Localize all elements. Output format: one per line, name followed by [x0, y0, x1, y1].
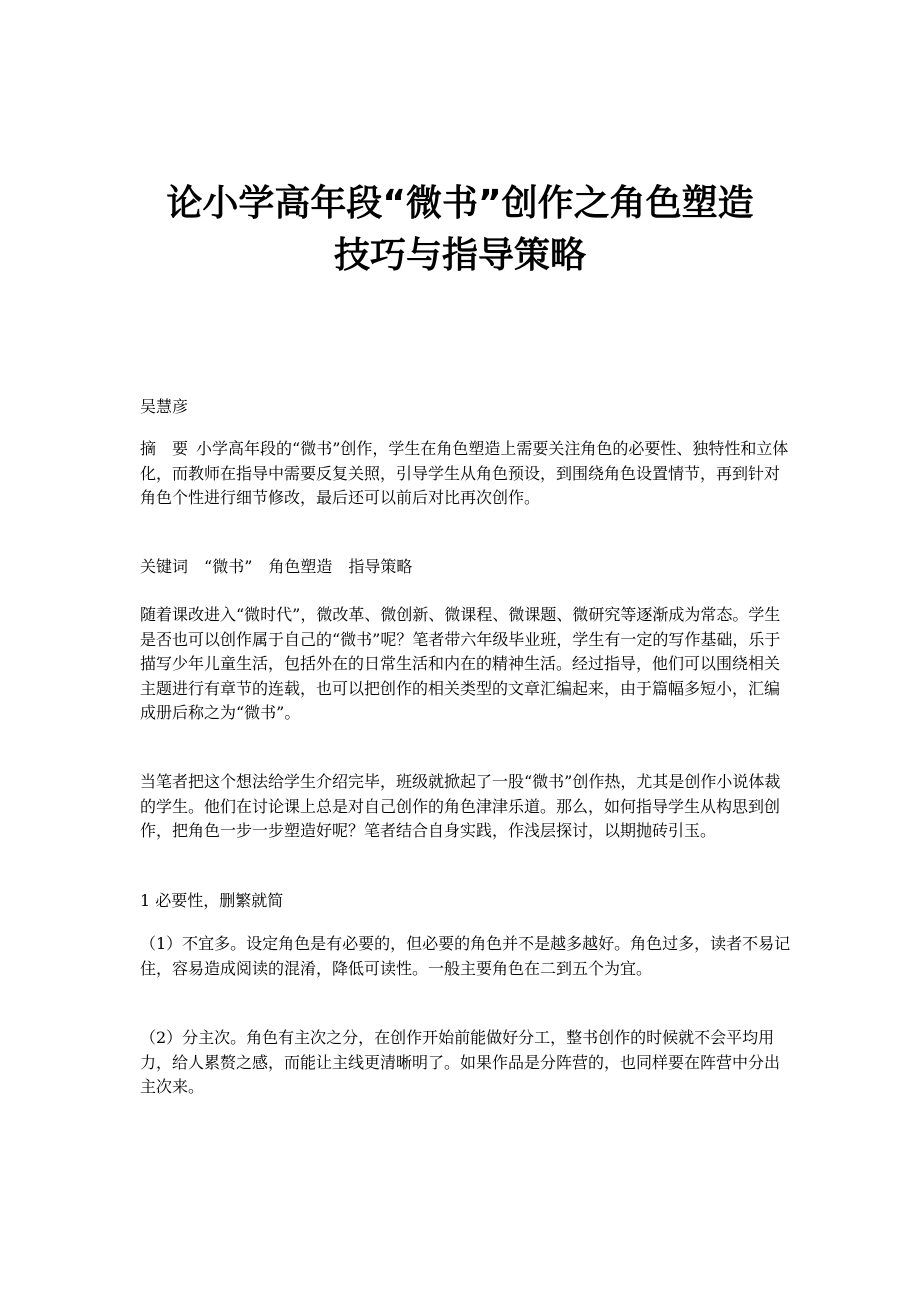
section-item: （2）分主次。角色有主次之分，在创作开始前能做好分工，整书创作的时候就不会平均用力，给人累赘之感，而能让主线更清晰明了。如果作品是分阵营的，也同样要在阵营中分出主次来。 [140, 1028, 781, 1096]
keyword-item: 指导策略 [348, 557, 413, 576]
body-paragraph: 当笔者把这个想法给学生介绍完毕，班级就掀起了一股“微书”创作热，尤其是创作小说体裁的学生。他们在讨论课上总是对自己创作的角色津津乐道。那么，如何指导学生从构思到创作，把角色一步一步塑造好呢？笔者结合自身实践，作浅层探讨，以期抛砖引玉。 [140, 772, 781, 840]
title-line-1: 论小学高年段“微书”创作之角色塑造 [166, 183, 754, 224]
author-name: 吴慧彦 [140, 397, 189, 416]
section-item: （1）不宜多。设定角色是有必要的，但必要的角色并不是越多越好。角色过多，读者不易记住，容易造成阅读的混淆，降低可读性。一般主要角色在二到五个为宜。 [140, 934, 791, 978]
abstract [140, 437, 792, 511]
abstract-label: 摘 要 [140, 439, 189, 458]
title-line-2: 技巧与指导策略 [333, 235, 586, 276]
abstract-text: 小学高年段的“微书”创作，学生在角色塑造上需要关注角色的必要性、独特性和立体化，而教师在指导中需要反复关照，引导学生从角色预设，到围绕角色设置情节，再到针对角色个性进行细节修改，最后还可以前后对比再次创作。 [140, 439, 789, 507]
keywords-label: 关键词 [140, 557, 189, 576]
keyword-item: “微书” [204, 557, 253, 576]
body-paragraph: 随着课改进入“微时代”，微改革、微创新、微课程、微课题、微研究等逐渐成为常态。学生是否也可以创作属于自己的“微书”呢？笔者带六年级毕业班，学生有一定的写作基础，乐于描写少年儿童生活，包括外在的日常生活和内在的精神生活。经过指导，他们可以围绕相关主题进行有章节的连载，也可以把创作的相关类型的文章汇编起来，由于篇幅多短小，汇编成册后称之为“微书”。 [140, 605, 781, 722]
section-heading: 1 必要性，删繁就简 [140, 891, 284, 910]
page-title [100, 178, 820, 282]
keywords [140, 555, 792, 580]
keyword-item: 角色塑造 [268, 557, 333, 576]
